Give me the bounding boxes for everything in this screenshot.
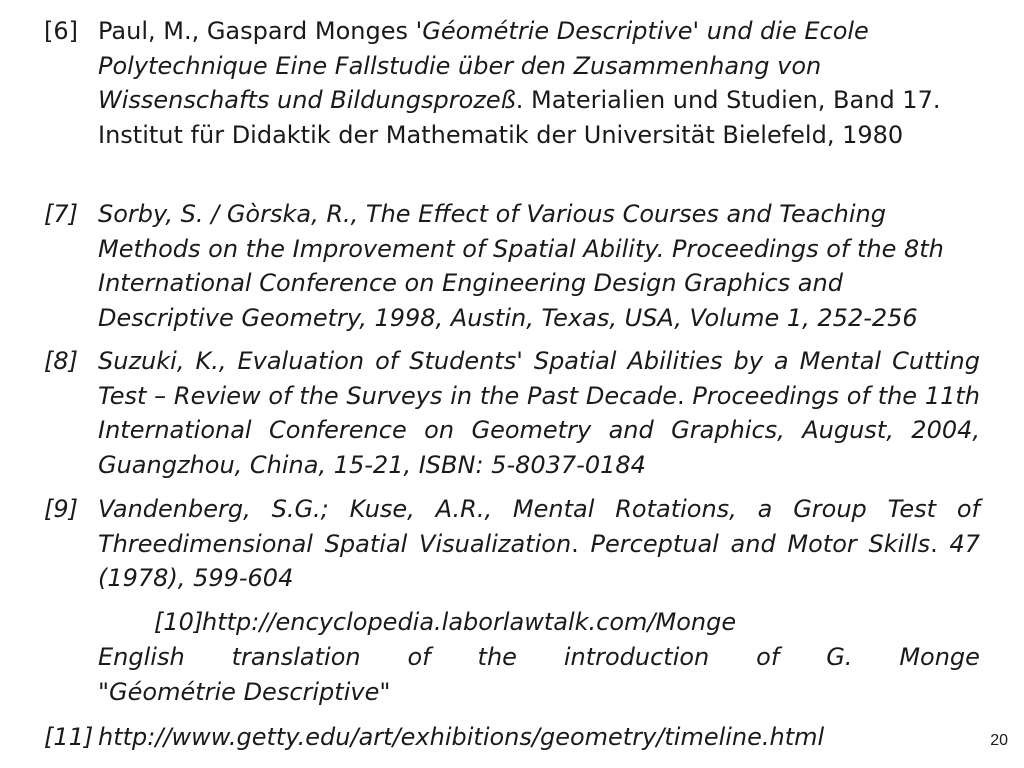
reference-apostrophe: ' — [516, 347, 534, 375]
reference-title: Vandenberg, S.G.; Kuse, A.R., Mental Rotations, a Group Test of Threedimensional Spatial Visualization — [98, 495, 980, 558]
reference-title: Spatial Abilities by a Mental Cutting Test – Review of the Surveys in the Past Decade — [98, 347, 980, 410]
reference-note — [98, 640, 980, 709]
reference-text — [98, 344, 980, 482]
reference-number: [7] — [44, 200, 78, 228]
reference-note-line — [98, 640, 980, 675]
reference-publisher: . Materialien und Studien, Band 17. Institut für Didaktik der Mathematik der Universität Bielefeld, 1980 — [98, 86, 941, 149]
reference-text: Sorby, S. / Gòrska, R., The Effect of Various Courses and Teaching Methods on the Improvement of Spatial Ability. Proceedings of the 8th International Conference on Engineering Design Graphics and Descriptive Geometry, 1998, Austin, Texas, USA, Volume 1, 252-256 — [98, 200, 944, 332]
page-number: 20 — [990, 732, 1008, 749]
note-word: translation — [231, 643, 361, 671]
reference-text — [98, 492, 980, 596]
note-title: Géométrie Descriptive — [109, 677, 380, 706]
reference-author: Paul, M., Gaspard Monges ' — [98, 17, 423, 45]
note-word: introduction — [563, 643, 710, 671]
note-word: G. — [826, 643, 853, 671]
reference-separator: . — [930, 529, 950, 558]
reference-link[interactable]: http://www.getty.edu/art/exhibitions/geometry/timeline.html — [98, 723, 825, 751]
quote-mark: " — [98, 677, 110, 706]
reference-number: [6] — [44, 17, 78, 45]
note-word: of — [756, 643, 780, 671]
reference-text — [98, 14, 980, 152]
reference-separator: . — [677, 381, 693, 410]
note-word: English — [98, 643, 185, 671]
note-word: the — [477, 643, 517, 671]
note-word: of — [407, 643, 431, 671]
quote-mark: " — [379, 677, 391, 706]
reference-title: und die Ecole Polytechnique Eine Fallstudie über den Zusammenhang von Wissenschafts und Bildungsprozeß — [98, 17, 869, 114]
reference-journal: Perceptual and Motor Skills — [590, 529, 931, 558]
reference-quote-close: ' — [692, 17, 707, 45]
reference-number: [11] — [44, 723, 94, 751]
reference-number: [8] — [44, 347, 78, 375]
reference-volume: 47 (1978), 599-604 — [98, 529, 981, 592]
reference-note-title — [98, 675, 980, 710]
reference-proceedings: Proceedings of the 11th International Conference on Geometry and Graphics, August, 2004, Guangzhou, China, 15-21, ISBN: 5-8037-0184 — [98, 381, 981, 479]
reference-number: [10] — [154, 608, 204, 636]
reference-link[interactable]: http://encyclopedia.laborlawtalk.com/Monge — [202, 608, 737, 636]
note-word: Monge — [899, 643, 980, 671]
reference-title-quoted: Géométrie Descriptive — [422, 17, 693, 45]
reference-author: Suzuki, K., Evaluation of Students — [98, 347, 517, 375]
reference-separator: . — [571, 529, 591, 558]
reference-number: [9] — [44, 495, 78, 523]
